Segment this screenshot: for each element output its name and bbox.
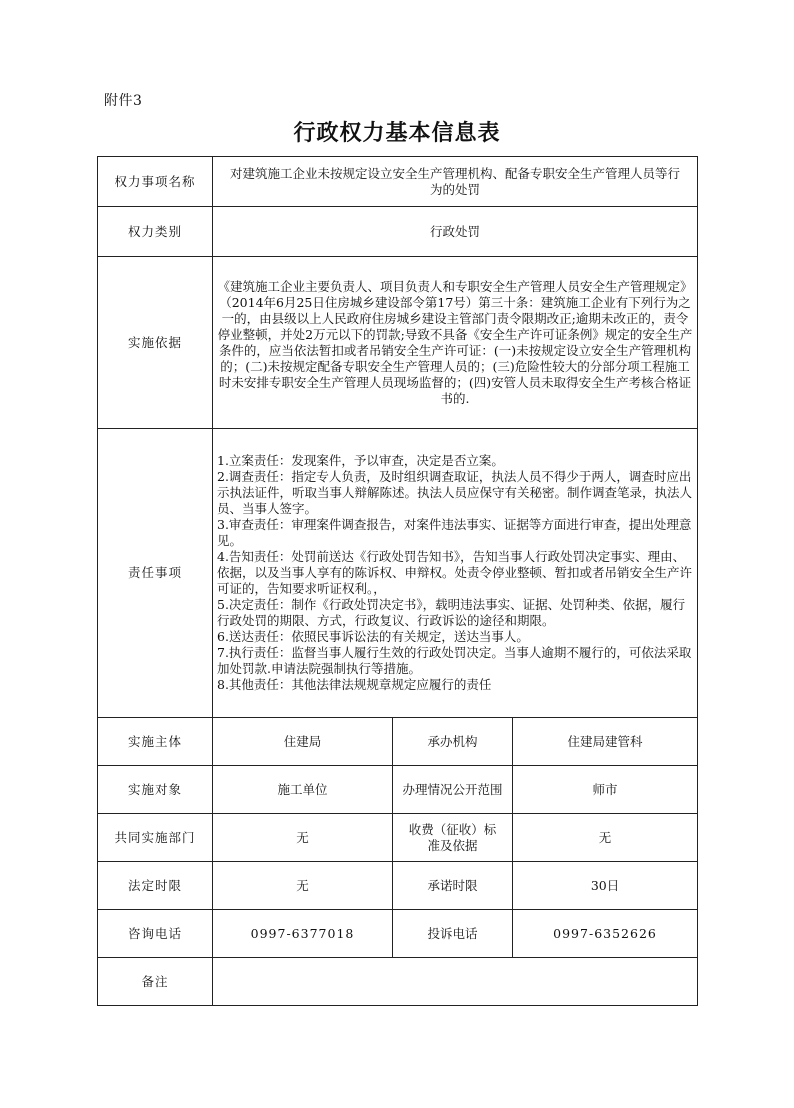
consult-phone-value: 0997-6377018 — [213, 910, 393, 958]
joint-dept-label: 共同实施部门 — [98, 814, 213, 862]
item-name-value: 对建筑施工企业未按规定设立安全生产管理机构、配备专职安全生产管理人员等行为的处罚 — [213, 157, 698, 207]
row-category — [98, 207, 698, 257]
handling-org-label: 承办机构 — [393, 718, 513, 766]
fee-basis-label: 收费（征收）标准及依据 — [393, 814, 513, 862]
subject-label: 实施主体 — [98, 718, 213, 766]
remark-value — [213, 958, 698, 1006]
promised-limit-label: 承诺时限 — [393, 862, 513, 910]
consult-phone-label: 咨询电话 — [98, 910, 213, 958]
page-title: 行政权力基本信息表 — [293, 120, 501, 146]
row-consult — [98, 910, 698, 958]
row-target — [98, 766, 698, 814]
row-responsibility — [98, 429, 698, 718]
promised-limit-value: 30日 — [513, 862, 698, 910]
joint-dept-value: 无 — [213, 814, 393, 862]
responsibility-item: 4.告知责任：处罚前送达《行政处罚告知书》，告知当事人行政处罚决定事实、理由、依据，以及当事人享有的陈诉权、申辩权。处责令停业整顿、暂扣或者吊销安全生产许可证的，告知要求听证权利。， — [217, 549, 693, 596]
basis-label: 实施依据 — [98, 257, 213, 429]
row-item-name — [98, 157, 698, 207]
row-legal-limit — [98, 862, 698, 910]
row-basis — [98, 257, 698, 429]
responsibility-item: 7.执行责任：监督当事人履行生效的行政处罚决定。当事人逾期不履行的，可依法采取加处罚款.申请法院强制执行等措施。 — [217, 645, 692, 676]
item-name-label: 权力事项名称 — [98, 157, 213, 207]
remark-label: 备注 — [98, 958, 213, 1006]
responsibility-item: 6.送达责任：依照民事诉讼法的有关规定，送达当事人。 — [217, 629, 529, 644]
responsibility-item: 5.决定责任：制作《行政处罚决定书》，载明违法事实、证据、处罚种类、依据，履行行政处罚的期限、方式，行政复议、行政诉讼的途径和期限。 — [217, 597, 686, 628]
handling-org-value: 住建局建管科 — [513, 718, 698, 766]
fee-basis-value: 无 — [513, 814, 698, 862]
target-label: 实施对象 — [98, 766, 213, 814]
responsibility-item: 3.审查责任：审理案件调查报告，对案件违法事实、证据等方面进行审查，提出处理意见。 — [217, 517, 692, 548]
responsibility-item: 1.立案责任：发现案件，予以审查，决定是否立案。 — [217, 453, 504, 468]
responsibility-list — [213, 429, 698, 718]
row-remark — [98, 958, 698, 1006]
disclosure-scope-value: 师市 — [513, 766, 698, 814]
category-label: 权力类别 — [98, 207, 213, 257]
legal-limit-value: 无 — [213, 862, 393, 910]
responsibility-label: 责任事项 — [98, 429, 213, 718]
disclosure-scope-label: 办理情况公开范围 — [393, 766, 513, 814]
attachment-label: 附件3 — [104, 93, 143, 109]
category-value: 行政处罚 — [213, 207, 698, 257]
row-joint — [98, 814, 698, 862]
complaint-phone-label: 投诉电话 — [393, 910, 513, 958]
complaint-phone-value: 0997-6352626 — [513, 910, 698, 958]
responsibility-item: 2.调查责任：指定专人负责，及时组织调查取证，执法人员不得少于两人，调查时应出示执法证件，听取当事人辩解陈述。执法人员应保守有关秘密。制作调查笔录，执法人员、当事人签字。 — [217, 469, 693, 516]
row-subject — [98, 718, 698, 766]
info-table — [97, 156, 698, 1006]
subject-value: 住建局 — [213, 718, 393, 766]
responsibility-item: 8.其他责任：其他法律法规规章规定应履行的责任 — [217, 677, 492, 692]
legal-limit-label: 法定时限 — [98, 862, 213, 910]
target-value: 施工单位 — [213, 766, 393, 814]
basis-value: 《建筑施工企业主要负责人、项目负责人和专职安全生产管理人员安全生产管理规定》（2014年6月25日住房城乡建设部令第17号）第三十条：建筑施工企业有下列行为之一的，由县级以上人民政府住房城乡建设主管部门责令限期改正;逾期未改正的，责令停业整顿，并处2万元以下的罚款;导致不具备《安全生产许可证条例》规定的安全生产条件的，应当依法暂扣或者吊销安全生产许可证：(一)未按规定设立安全生产管理机构的；(二)未按规定配备专职安全生产管理人员的；(三)危险性较大的分部分项工程施工时未安排专职安全生产管理人员现场监督的；(四)安管人员未取得安全生产考核合格证书的. — [213, 257, 698, 429]
